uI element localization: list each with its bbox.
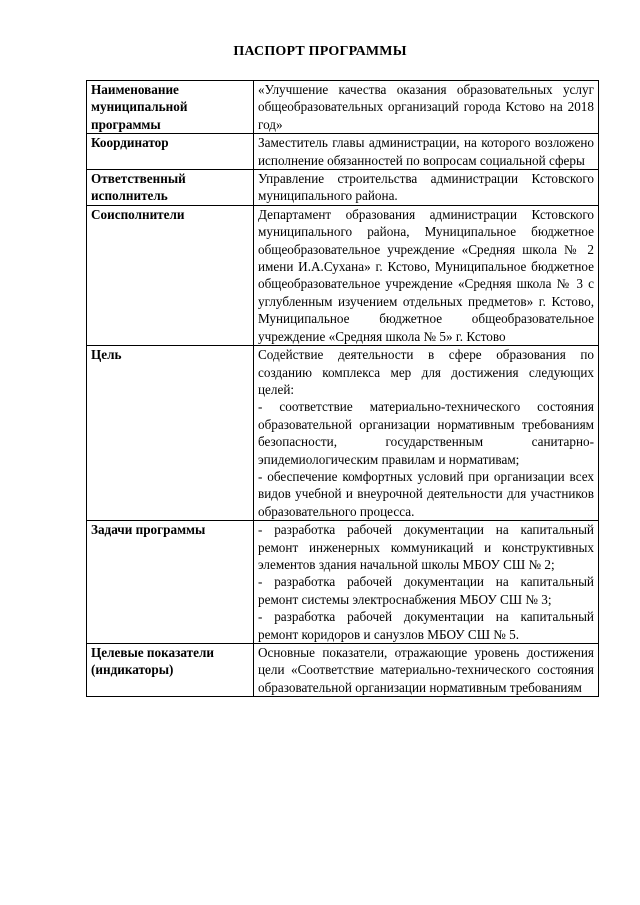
row-value-program-name bbox=[254, 81, 599, 134]
paragraph: - разработка рабочей документации на капитальный ремонт системы электроснабжения МБОУ СШ № 3; bbox=[258, 574, 594, 607]
row-label-goal: Цель bbox=[87, 346, 254, 521]
paragraph: Заместитель главы администрации, на которого возложено исполнение обязанностей по вопросам социальной сферы bbox=[258, 135, 594, 168]
table-row bbox=[87, 521, 599, 644]
row-label-target-indicators: Целевые показатели (индикаторы) bbox=[87, 644, 254, 697]
paragraph: «Улучшение качества оказания образовательных услуг общеобразовательных организаций города Кстово на 2018 год» bbox=[258, 82, 594, 132]
row-value-program-tasks bbox=[254, 521, 599, 644]
row-label-responsible-executor: Ответственный исполнитель bbox=[87, 170, 254, 206]
table-row bbox=[87, 644, 599, 697]
program-passport-table bbox=[86, 80, 599, 697]
paragraph: - соответствие материально-технического состояния образовательной организации нормативным требованиям безопасности, государственным санитарно-эпидемиологическим правилам и нормативам; bbox=[258, 399, 594, 467]
row-label-program-name: Наименование муниципальной программы bbox=[87, 81, 254, 134]
paragraph: - обеспечение комфортных условий при организации всех видов учебной и внеурочной деятельности для участников образовательного процесса. bbox=[258, 468, 594, 519]
row-label-program-tasks: Задачи программы bbox=[87, 521, 254, 644]
paragraph: - разработка рабочей документации на капитальный ремонт инженерных коммуникаций и конструктивных элементов здания начальной школы МБОУ СШ № 2; bbox=[258, 522, 594, 572]
paragraph: Содействие деятельности в сфере образования по созданию комплекса мер для достижения следующих целей: bbox=[258, 347, 594, 397]
table-row bbox=[87, 170, 599, 206]
paragraph: - разработка рабочей документации на капитальный ремонт коридоров и санузлов МБОУ СШ № 5. bbox=[258, 609, 594, 642]
page-title: ПАСПОРТ ПРОГРАММЫ bbox=[233, 44, 407, 59]
paragraph: Управление строительства администрации Кстовского муниципального района. bbox=[258, 171, 594, 204]
table-row bbox=[87, 134, 599, 170]
row-value-target-indicators bbox=[254, 644, 599, 697]
table-row bbox=[87, 205, 599, 345]
row-label-coordinator: Координатор bbox=[87, 134, 254, 170]
row-value-goal bbox=[254, 346, 599, 521]
row-label-co-executors: Соисполнители bbox=[87, 205, 254, 345]
row-value-co-executors bbox=[254, 205, 599, 345]
table-row bbox=[87, 81, 599, 134]
paragraph: Департамент образования администрации Кстовского муниципального района, Муниципальное бюджетное общеобразовательное учреждение «Средняя школа № 2 имени И.А.Сухана» г. Кстово, Муниципальное бюджетное общеобразовательное учреждение «Средняя школа № 3 с углубленным изучением отдельных предметов» г. Кстово, Муниципальное бюджетное общеобразовательное учреждение «Средняя школа № 5» г. Кстово bbox=[258, 206, 594, 344]
row-value-responsible-executor bbox=[254, 170, 599, 206]
row-value-coordinator bbox=[254, 134, 599, 170]
paragraph: Основные показатели, отражающие уровень достижения цели «Соответствие материально-технического состояния образовательной организации нормативным требованиям bbox=[258, 645, 594, 695]
table-row bbox=[87, 346, 599, 521]
